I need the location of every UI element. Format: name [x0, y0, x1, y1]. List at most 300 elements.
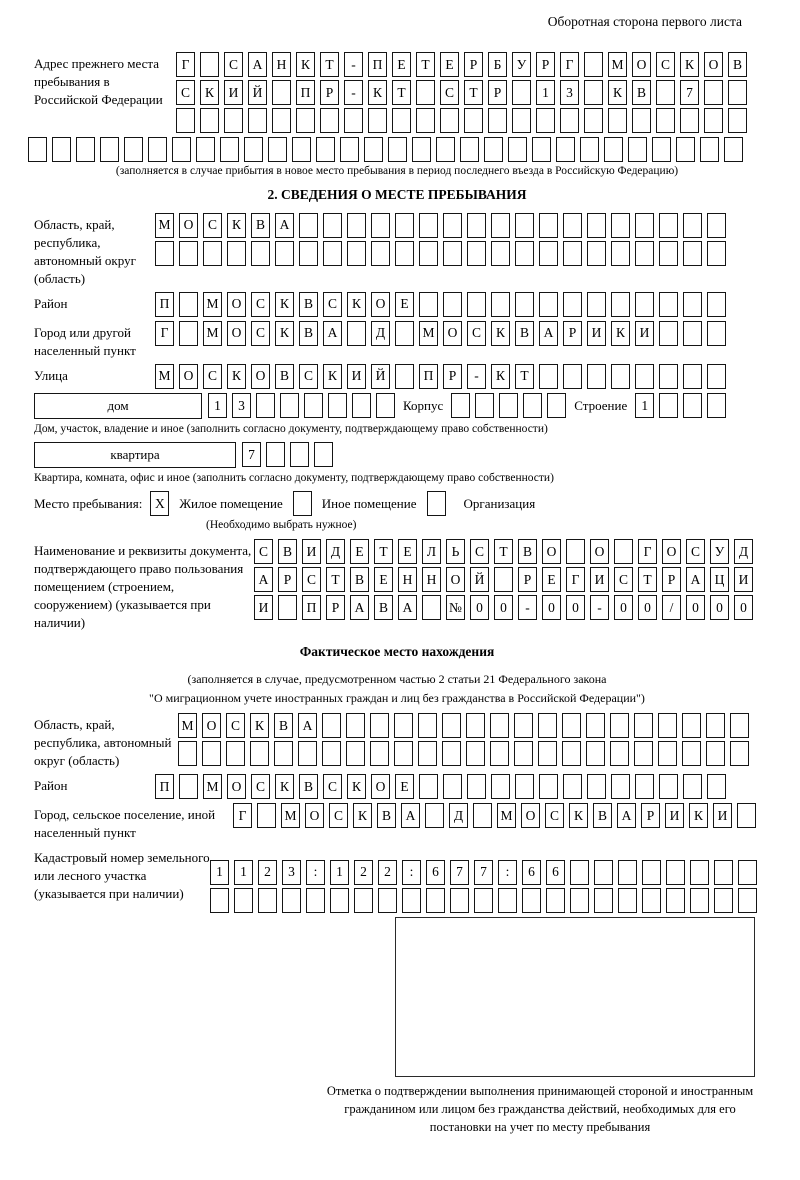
char-cell[interactable] — [584, 80, 603, 105]
char-cell[interactable] — [322, 713, 341, 738]
char-cell[interactable] — [730, 713, 749, 738]
char-cell[interactable] — [299, 241, 318, 266]
char-cell[interactable] — [563, 241, 582, 266]
char-cell[interactable] — [683, 241, 702, 266]
char-cell[interactable] — [394, 741, 413, 766]
char-cell[interactable] — [226, 741, 245, 766]
char-cell[interactable] — [738, 888, 757, 913]
char-cell[interactable] — [690, 860, 709, 885]
char-cell[interactable] — [418, 741, 437, 766]
char-cell[interactable] — [562, 713, 581, 738]
char-cell[interactable]: Р — [641, 803, 660, 828]
char-cell[interactable]: Р — [488, 80, 507, 105]
char-cell[interactable]: В — [274, 713, 293, 738]
char-cell[interactable]: Д — [734, 539, 753, 564]
char-cell[interactable] — [298, 741, 317, 766]
char-cell[interactable] — [706, 713, 725, 738]
char-cell[interactable]: 0 — [638, 595, 657, 620]
char-cell[interactable]: Г — [155, 321, 174, 346]
char-cell[interactable]: / — [662, 595, 681, 620]
char-cell[interactable] — [416, 108, 435, 133]
char-cell[interactable] — [488, 108, 507, 133]
char-cell[interactable]: М — [281, 803, 300, 828]
char-cell[interactable]: И — [590, 567, 609, 592]
char-cell[interactable]: Г — [176, 52, 195, 77]
char-cell[interactable] — [562, 741, 581, 766]
char-cell[interactable]: Т — [320, 52, 339, 77]
char-cell[interactable]: О — [446, 567, 465, 592]
char-cell[interactable] — [491, 213, 510, 238]
char-cell[interactable] — [690, 888, 709, 913]
char-cell[interactable] — [587, 292, 606, 317]
char-cell[interactable] — [368, 108, 387, 133]
char-cell[interactable] — [418, 713, 437, 738]
char-cell[interactable]: А — [298, 713, 317, 738]
char-cell[interactable] — [547, 393, 566, 418]
char-cell[interactable]: В — [377, 803, 396, 828]
char-cell[interactable]: С — [176, 80, 195, 105]
char-cell[interactable] — [278, 595, 297, 620]
char-cell[interactable] — [419, 292, 438, 317]
char-cell[interactable]: К — [347, 292, 366, 317]
char-cell[interactable] — [508, 137, 527, 162]
char-cell[interactable] — [659, 393, 678, 418]
char-cell[interactable]: А — [401, 803, 420, 828]
char-cell[interactable]: В — [350, 567, 369, 592]
char-cell[interactable]: 7 — [450, 860, 469, 885]
char-cell[interactable]: 2 — [354, 860, 373, 885]
char-cell[interactable] — [224, 108, 243, 133]
char-cell[interactable]: П — [419, 364, 438, 389]
char-cell[interactable] — [196, 137, 215, 162]
char-cell[interactable] — [515, 241, 534, 266]
char-cell[interactable]: С — [251, 292, 270, 317]
char-cell[interactable]: 1 — [208, 393, 227, 418]
char-cell[interactable]: О — [202, 713, 221, 738]
char-cell[interactable] — [666, 860, 685, 885]
char-cell[interactable] — [707, 292, 726, 317]
char-cell[interactable]: 0 — [494, 595, 513, 620]
char-cell[interactable] — [179, 321, 198, 346]
char-cell[interactable]: В — [518, 539, 537, 564]
char-cell[interactable] — [346, 713, 365, 738]
char-cell[interactable]: И — [587, 321, 606, 346]
char-cell[interactable] — [659, 292, 678, 317]
char-cell[interactable]: 0 — [710, 595, 729, 620]
char-cell[interactable]: П — [296, 80, 315, 105]
char-cell[interactable] — [707, 393, 726, 418]
char-cell[interactable] — [419, 774, 438, 799]
char-cell[interactable] — [347, 321, 366, 346]
char-cell[interactable] — [347, 213, 366, 238]
char-cell[interactable] — [536, 108, 555, 133]
char-cell[interactable] — [330, 888, 349, 913]
char-cell[interactable] — [76, 137, 95, 162]
char-cell[interactable]: К — [611, 321, 630, 346]
char-cell[interactable] — [584, 52, 603, 77]
char-cell[interactable] — [293, 491, 312, 516]
char-cell[interactable] — [412, 137, 431, 162]
char-cell[interactable] — [467, 292, 486, 317]
char-cell[interactable] — [179, 292, 198, 317]
char-cell[interactable]: В — [728, 52, 747, 77]
char-cell[interactable] — [659, 321, 678, 346]
char-cell[interactable] — [248, 108, 267, 133]
char-cell[interactable] — [614, 539, 633, 564]
char-cell[interactable]: О — [179, 213, 198, 238]
char-cell[interactable] — [628, 137, 647, 162]
char-cell[interactable] — [728, 108, 747, 133]
char-cell[interactable] — [491, 774, 510, 799]
char-cell[interactable]: Е — [440, 52, 459, 77]
char-cell[interactable] — [563, 364, 582, 389]
char-cell[interactable] — [642, 888, 661, 913]
char-cell[interactable]: О — [251, 364, 270, 389]
char-cell[interactable] — [371, 241, 390, 266]
char-cell[interactable] — [714, 860, 733, 885]
char-cell[interactable] — [251, 241, 270, 266]
char-cell[interactable] — [296, 108, 315, 133]
char-cell[interactable] — [234, 888, 253, 913]
char-cell[interactable] — [272, 80, 291, 105]
char-cell[interactable] — [658, 713, 677, 738]
char-cell[interactable]: А — [275, 213, 294, 238]
char-cell[interactable]: К — [368, 80, 387, 105]
char-cell[interactable]: Г — [560, 52, 579, 77]
char-cell[interactable]: О — [179, 364, 198, 389]
char-cell[interactable] — [682, 741, 701, 766]
char-cell[interactable] — [200, 108, 219, 133]
char-cell[interactable]: 7 — [242, 442, 261, 467]
char-cell[interactable] — [443, 774, 462, 799]
house-type-box[interactable]: дом — [34, 393, 202, 419]
char-cell[interactable] — [642, 860, 661, 885]
char-cell[interactable]: С — [203, 364, 222, 389]
char-cell[interactable]: Г — [233, 803, 252, 828]
char-cell[interactable] — [148, 137, 167, 162]
char-cell[interactable]: Р — [464, 52, 483, 77]
char-cell[interactable] — [320, 108, 339, 133]
char-cell[interactable] — [634, 713, 653, 738]
char-cell[interactable]: И — [254, 595, 273, 620]
char-cell[interactable]: Е — [398, 539, 417, 564]
char-cell[interactable] — [220, 137, 239, 162]
char-cell[interactable] — [354, 888, 373, 913]
char-cell[interactable] — [539, 241, 558, 266]
char-cell[interactable]: К — [353, 803, 372, 828]
char-cell[interactable] — [370, 741, 389, 766]
char-cell[interactable] — [498, 888, 517, 913]
char-cell[interactable]: В — [515, 321, 534, 346]
char-cell[interactable]: У — [512, 52, 531, 77]
char-cell[interactable]: М — [178, 713, 197, 738]
char-cell[interactable] — [563, 774, 582, 799]
char-cell[interactable] — [250, 741, 269, 766]
char-cell[interactable] — [443, 213, 462, 238]
char-cell[interactable]: 0 — [566, 595, 585, 620]
char-cell[interactable] — [378, 888, 397, 913]
char-cell[interactable]: 6 — [522, 860, 541, 885]
char-cell[interactable] — [560, 108, 579, 133]
char-cell[interactable] — [512, 108, 531, 133]
char-cell[interactable]: Т — [392, 80, 411, 105]
char-cell[interactable] — [707, 774, 726, 799]
char-cell[interactable] — [539, 292, 558, 317]
char-cell[interactable] — [244, 137, 263, 162]
char-cell[interactable] — [440, 108, 459, 133]
char-cell[interactable] — [268, 137, 287, 162]
char-cell[interactable] — [683, 364, 702, 389]
char-cell[interactable]: С — [302, 567, 321, 592]
char-cell[interactable] — [466, 741, 485, 766]
char-cell[interactable]: Н — [272, 52, 291, 77]
char-cell[interactable] — [515, 213, 534, 238]
char-cell[interactable] — [522, 888, 541, 913]
char-cell[interactable]: В — [299, 321, 318, 346]
char-cell[interactable] — [306, 888, 325, 913]
char-cell[interactable] — [608, 108, 627, 133]
char-cell[interactable] — [467, 213, 486, 238]
char-cell[interactable]: 3 — [232, 393, 251, 418]
char-cell[interactable] — [714, 888, 733, 913]
char-cell[interactable] — [425, 803, 444, 828]
char-cell[interactable] — [323, 213, 342, 238]
char-cell[interactable]: Т — [464, 80, 483, 105]
char-cell[interactable] — [450, 888, 469, 913]
char-cell[interactable]: Й — [470, 567, 489, 592]
char-cell[interactable]: К — [275, 774, 294, 799]
char-cell[interactable]: К — [275, 292, 294, 317]
char-cell[interactable]: Е — [395, 774, 414, 799]
char-cell[interactable] — [566, 539, 585, 564]
char-cell[interactable] — [370, 713, 389, 738]
char-cell[interactable]: О — [443, 321, 462, 346]
char-cell[interactable] — [28, 137, 47, 162]
char-cell[interactable] — [611, 364, 630, 389]
char-cell[interactable] — [700, 137, 719, 162]
char-cell[interactable]: Т — [638, 567, 657, 592]
char-cell[interactable] — [683, 213, 702, 238]
char-cell[interactable]: И — [665, 803, 684, 828]
char-cell[interactable] — [563, 213, 582, 238]
char-cell[interactable] — [202, 741, 221, 766]
char-cell[interactable] — [563, 292, 582, 317]
char-cell[interactable] — [539, 213, 558, 238]
char-cell[interactable]: О — [227, 321, 246, 346]
char-cell[interactable] — [395, 364, 414, 389]
char-cell[interactable]: В — [593, 803, 612, 828]
char-cell[interactable] — [659, 774, 678, 799]
char-cell[interactable] — [443, 241, 462, 266]
char-cell[interactable] — [179, 241, 198, 266]
char-cell[interactable] — [680, 108, 699, 133]
char-cell[interactable]: 0 — [686, 595, 705, 620]
char-cell[interactable]: В — [275, 364, 294, 389]
char-cell[interactable]: Р — [278, 567, 297, 592]
char-cell[interactable] — [364, 137, 383, 162]
char-cell[interactable]: Г — [638, 539, 657, 564]
char-cell[interactable]: К — [275, 321, 294, 346]
char-cell[interactable]: 2 — [378, 860, 397, 885]
char-cell[interactable]: № — [446, 595, 465, 620]
char-cell[interactable]: 7 — [680, 80, 699, 105]
char-cell[interactable] — [299, 213, 318, 238]
char-cell[interactable]: И — [302, 539, 321, 564]
char-cell[interactable] — [683, 321, 702, 346]
char-cell[interactable] — [155, 241, 174, 266]
char-cell[interactable]: К — [323, 364, 342, 389]
char-cell[interactable]: С — [545, 803, 564, 828]
char-cell[interactable]: Е — [395, 292, 414, 317]
char-cell[interactable] — [210, 888, 229, 913]
char-cell[interactable] — [499, 393, 518, 418]
char-cell[interactable] — [290, 442, 309, 467]
char-cell[interactable]: С — [203, 213, 222, 238]
char-cell[interactable]: - — [518, 595, 537, 620]
char-cell[interactable] — [728, 80, 747, 105]
char-cell[interactable] — [274, 741, 293, 766]
char-cell[interactable] — [707, 364, 726, 389]
char-cell[interactable]: М — [203, 774, 222, 799]
char-cell[interactable]: К — [200, 80, 219, 105]
char-cell[interactable]: О — [590, 539, 609, 564]
char-cell[interactable]: С — [299, 364, 318, 389]
char-cell[interactable]: 6 — [546, 860, 565, 885]
char-cell[interactable]: Т — [515, 364, 534, 389]
char-cell[interactable] — [376, 393, 395, 418]
char-cell[interactable]: К — [250, 713, 269, 738]
char-cell[interactable]: С — [323, 292, 342, 317]
char-cell[interactable] — [570, 860, 589, 885]
char-cell[interactable] — [556, 137, 575, 162]
char-cell[interactable] — [682, 713, 701, 738]
char-cell[interactable] — [656, 80, 675, 105]
char-cell[interactable]: Р — [320, 80, 339, 105]
char-cell[interactable] — [587, 364, 606, 389]
char-cell[interactable] — [340, 137, 359, 162]
char-cell[interactable] — [490, 741, 509, 766]
char-cell[interactable] — [587, 213, 606, 238]
char-cell[interactable]: О — [521, 803, 540, 828]
char-cell[interactable] — [659, 213, 678, 238]
char-cell[interactable] — [467, 241, 486, 266]
char-cell[interactable]: Р — [326, 595, 345, 620]
char-cell[interactable]: А — [350, 595, 369, 620]
char-cell[interactable]: С — [329, 803, 348, 828]
char-cell[interactable] — [344, 108, 363, 133]
char-cell[interactable]: М — [419, 321, 438, 346]
char-cell[interactable]: О — [371, 292, 390, 317]
char-cell[interactable] — [419, 241, 438, 266]
char-cell[interactable]: 1 — [330, 860, 349, 885]
char-cell[interactable] — [704, 108, 723, 133]
char-cell[interactable]: И — [713, 803, 732, 828]
char-cell[interactable] — [683, 393, 702, 418]
char-cell[interactable]: А — [248, 52, 267, 77]
char-cell[interactable]: В — [374, 595, 393, 620]
char-cell[interactable] — [539, 774, 558, 799]
char-cell[interactable] — [515, 774, 534, 799]
char-cell[interactable] — [586, 741, 605, 766]
char-cell[interactable] — [707, 213, 726, 238]
char-cell[interactable]: Т — [374, 539, 393, 564]
char-cell[interactable] — [442, 713, 461, 738]
char-cell[interactable]: Г — [566, 567, 585, 592]
char-cell[interactable] — [494, 567, 513, 592]
char-cell[interactable] — [100, 137, 119, 162]
char-cell[interactable] — [652, 137, 671, 162]
char-cell[interactable] — [322, 741, 341, 766]
char-cell[interactable]: Р — [443, 364, 462, 389]
char-cell[interactable] — [316, 137, 335, 162]
char-cell[interactable] — [467, 774, 486, 799]
char-cell[interactable]: Ь — [446, 539, 465, 564]
char-cell[interactable]: - — [467, 364, 486, 389]
char-cell[interactable] — [178, 741, 197, 766]
char-cell[interactable] — [371, 213, 390, 238]
char-cell[interactable] — [402, 888, 421, 913]
char-cell[interactable] — [460, 137, 479, 162]
char-cell[interactable] — [532, 137, 551, 162]
char-cell[interactable] — [634, 741, 653, 766]
char-cell[interactable] — [475, 393, 494, 418]
char-cell[interactable]: П — [368, 52, 387, 77]
char-cell[interactable] — [395, 241, 414, 266]
char-cell[interactable] — [658, 741, 677, 766]
char-cell[interactable]: Е — [350, 539, 369, 564]
char-cell[interactable] — [618, 860, 637, 885]
char-cell[interactable]: К — [227, 213, 246, 238]
char-cell[interactable] — [683, 292, 702, 317]
char-cell[interactable]: О — [632, 52, 651, 77]
char-cell[interactable] — [275, 241, 294, 266]
char-cell[interactable] — [539, 364, 558, 389]
char-cell[interactable] — [546, 888, 565, 913]
char-cell[interactable] — [436, 137, 455, 162]
char-cell[interactable] — [256, 393, 275, 418]
char-cell[interactable]: М — [203, 292, 222, 317]
char-cell[interactable]: Н — [398, 567, 417, 592]
char-cell[interactable] — [451, 393, 470, 418]
char-cell[interactable]: К — [296, 52, 315, 77]
char-cell[interactable] — [610, 713, 629, 738]
char-cell[interactable]: О — [704, 52, 723, 77]
char-cell[interactable]: О — [662, 539, 681, 564]
char-cell[interactable] — [707, 321, 726, 346]
char-cell[interactable] — [491, 241, 510, 266]
char-cell[interactable]: 0 — [542, 595, 561, 620]
char-cell[interactable] — [314, 442, 333, 467]
char-cell[interactable]: С — [440, 80, 459, 105]
char-cell[interactable] — [523, 393, 542, 418]
char-cell[interactable] — [416, 80, 435, 105]
char-cell[interactable]: Т — [416, 52, 435, 77]
char-cell[interactable] — [484, 137, 503, 162]
char-cell[interactable] — [538, 713, 557, 738]
char-cell[interactable]: 6 — [426, 860, 445, 885]
char-cell[interactable] — [52, 137, 71, 162]
char-cell[interactable]: 1 — [234, 860, 253, 885]
char-cell[interactable] — [280, 393, 299, 418]
char-cell[interactable] — [584, 108, 603, 133]
char-cell[interactable]: 1 — [635, 393, 654, 418]
char-cell[interactable] — [258, 888, 277, 913]
char-cell[interactable]: Е — [374, 567, 393, 592]
char-cell[interactable] — [635, 213, 654, 238]
char-cell[interactable] — [227, 241, 246, 266]
char-cell[interactable]: У — [710, 539, 729, 564]
char-cell[interactable] — [464, 108, 483, 133]
